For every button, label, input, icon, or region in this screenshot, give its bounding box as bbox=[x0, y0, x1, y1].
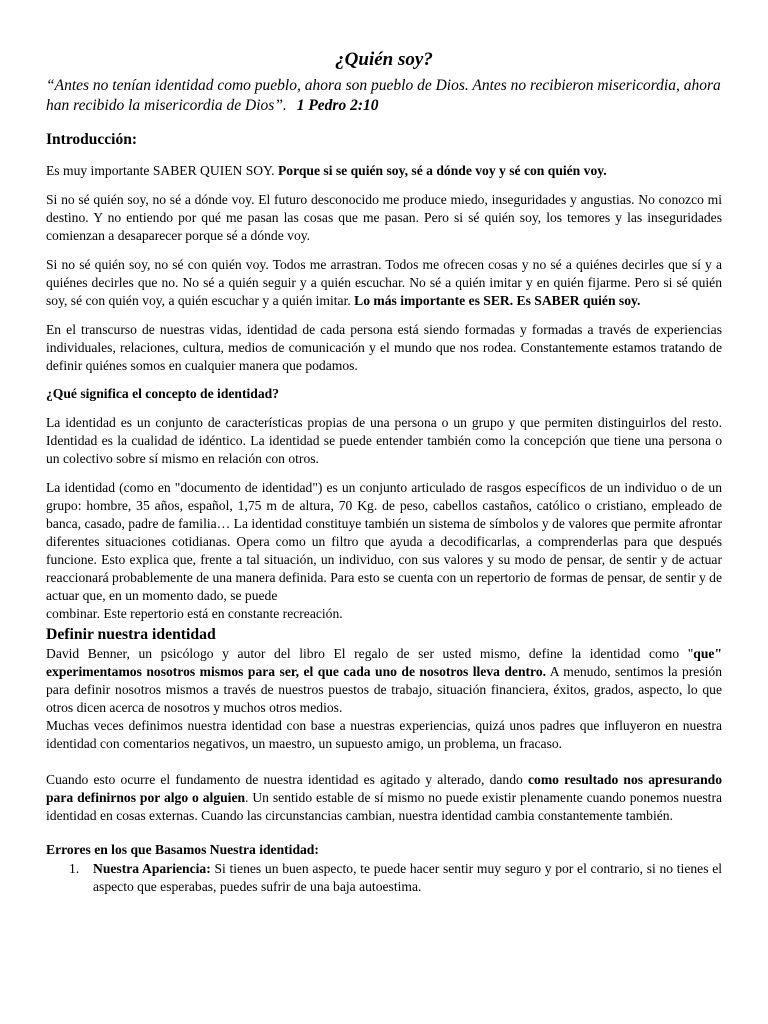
define-paragraph-1 bbox=[46, 645, 722, 717]
concept-paragraph-2-end: combinar. Este repertorio está en constante recreación. bbox=[46, 606, 343, 621]
list-item bbox=[46, 860, 722, 896]
define-p3-bold: como resultado nos apresurando para definirnos por algo o alguien bbox=[46, 772, 723, 805]
intro-paragraph-1 bbox=[46, 162, 722, 180]
quote-text: “Antes no tenían identidad como pueblo, ahora son pueblo de Dios. Antes no recibieron misericordia, ahora han recibido la misericordia de Dios”. bbox=[46, 77, 721, 114]
intro-p1-bold: Porque si se quién soy, sé a dónde voy y sé con quién voy. bbox=[277, 163, 607, 178]
introduction-heading: Introducción: bbox=[46, 131, 138, 148]
define-p1-plain-a: David Benner, un psicólogo y autor del libro El regalo de ser usted mismo, define la identidad como " bbox=[46, 646, 694, 661]
intro-paragraph-4: En el transcurso de nuestras vidas, identidad de cada persona está siendo formadas y formadas a través de experiencias individuales, relaciones, cultura, medios de comunicación y el mundo que nos rodea. Constantemente estamos tratando de definir quiénes somos en cualquier manera que podamos. bbox=[46, 322, 722, 373]
bible-quote bbox=[46, 76, 722, 116]
concept-paragraph-1: La identidad es un conjunto de características propias de una persona o un grupo y que permiten distinguirlos del resto. Identidad es la cualidad de idéntico. La identidad se puede entender también como la concepción que tiene una persona o un colectivo sobre sí mismo en relación con otros. bbox=[46, 415, 722, 466]
define-paragraph-2: Muchas veces definimos nuestra identidad con base a nuestras experiencias, quizá unos padres que influyeron en nuestra identidad con comentarios negativos, un maestro, un supuesto amigo, un problema, un fracaso. bbox=[46, 718, 722, 751]
define-p1-plain-b: A menudo, sentimos la presión para definir nosotros mismos a través de nuestros puestos de trabajo, situación financiera, éxitos, grados, aspecto, lo que otros dicen acerca de nosotros y muchos otros medios. bbox=[46, 664, 722, 715]
page-title: ¿Quién soy? bbox=[335, 49, 433, 70]
concept-paragraph-2: La identidad (como en "documento de identidad") es un conjunto articulado de rasgos específicos de un individuo o de un grupo: hombre, 35 años, español, 1,75 m de altura, 70 Kg. de peso, cabellos castaños, católico o cristiano, empleado de banca, casado, padre de familia… La identidad constituye también un sistema de símbolos y de valores que permite afrontar diferentes situaciones cotidianas. Opera como un filtro que ayuda a decodificarlas, a comprenderlas para que después funcione. Esto explica que, frente a tal situación, un individuo, con sus valores y su modo de pensar, de sentir y de actuar reaccionará probablemente de una manera definida. Para esto se cuenta con un repertorio de formas de pensar, de sentir y de actuar que, en un momento dado, se puede bbox=[46, 480, 722, 603]
list-item-text: Si tienes un buen aspecto, te puede hacer sentir muy seguro y por el contrario, si no tienes el aspecto que esperabas, puedes sufrir de una baja autoestima. bbox=[93, 861, 723, 894]
define-p3-plain-a: Cuando esto ocurre el fundamento de nuestra identidad es agitado y alterado, dando bbox=[46, 772, 528, 787]
list-item-title: Nuestra Apariencia: bbox=[93, 861, 211, 876]
intro-p3-plain: Si no sé quién soy, no sé con quién voy. Todos me arrastran. Todos me ofrecen cosas y no sé a quiénes decirles que sí y a quiénes decirles que no. No sé a quién seguir y a quién escuchar. No sé a quién imitar y en quién fijarme. Pero si sé quién soy, sé con quién voy, a quién escuchar y a quién imitar. bbox=[46, 257, 722, 308]
concept-heading: ¿Qué significa el concepto de identidad? bbox=[46, 386, 279, 401]
errors-list bbox=[46, 860, 722, 896]
define-p3-plain-b: . Un sentido estable de sí mismo no puede existir plenamente cuando ponemos nuestra identidad en cosas externas. Cuando las circunstancias cambian, nuestra identidad cambia constantemente también. bbox=[46, 790, 722, 823]
quote-reference: 1 Pedro 2:10 bbox=[296, 97, 379, 114]
list-item-number: 1. bbox=[69, 861, 80, 876]
define-paragraph-3 bbox=[46, 771, 722, 825]
intro-p1-plain: Es muy importante SABER QUIEN SOY. bbox=[46, 163, 278, 178]
intro-paragraph-3 bbox=[46, 256, 722, 310]
paragraph-spacer bbox=[46, 753, 722, 771]
intro-paragraph-2: Si no sé quién soy, no sé a dónde voy. El futuro desconocido me produce miedo, inseguridades y angustias. No conozco mi destino. Y no entiendo por qué me pasan las cosas que me pasan. Pero si sé quién soy, los temores y las inseguridades comienzan a desaparecer porque sé a dónde voy. bbox=[46, 192, 722, 243]
errors-heading: Errores en los que Basamos Nuestra identidad: bbox=[46, 842, 319, 857]
define-p1-bold: que" experimentamos nosotros mismos para ser, el que cada uno de nosotros lleva dentro. bbox=[46, 646, 722, 679]
define-heading: Definir nuestra identidad bbox=[46, 626, 216, 643]
intro-p3-bold: Lo más importante es SER. Es SABER quién soy. bbox=[354, 293, 641, 308]
